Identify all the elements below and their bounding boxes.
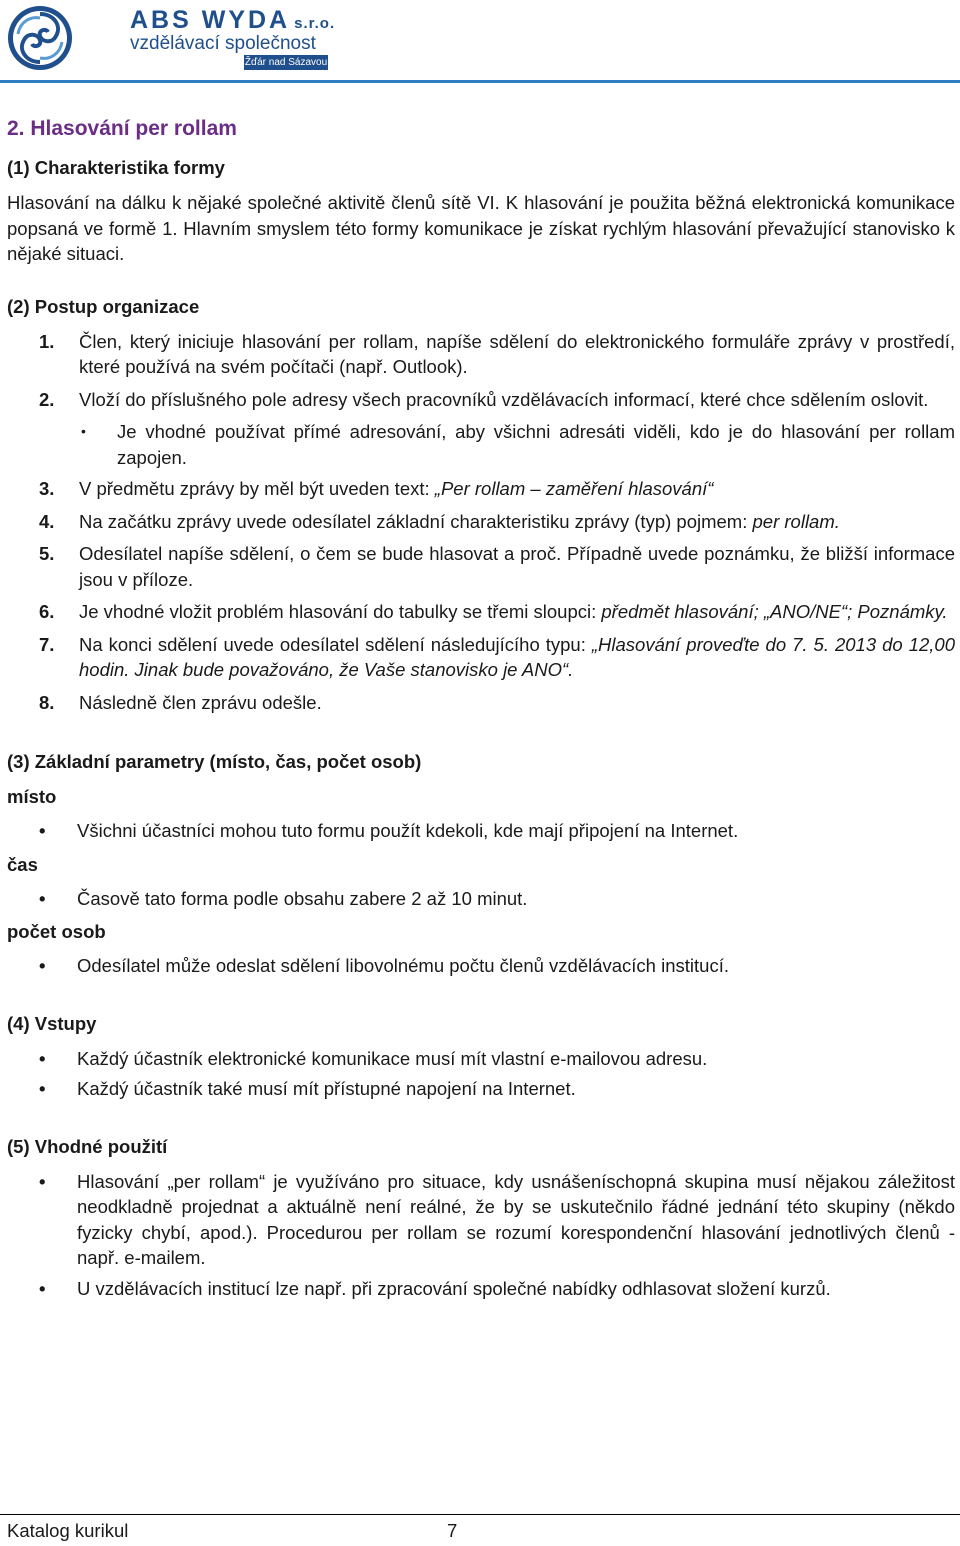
section-heading-5: (5) Vhodné použití (7, 1135, 168, 1157)
footer-title: Katalog kurikul (7, 1520, 129, 1541)
page-number: 7 (447, 1520, 458, 1541)
list-item: 8. Následně člen zprávu odešle. (39, 691, 322, 713)
bullet-icon: • (39, 1277, 46, 1299)
bullet-icon: • (39, 820, 46, 841)
list-item: 4. Na začátku zprávy uvede odesílatel základní charakteristiku zprávy (typ) pojmem: per rollam. (39, 510, 840, 532)
list-item: • Všichni účastníci mohou tuto formu použít kdekoli, kde mají připojení na Internet. (7, 818, 955, 844)
list-item: • U vzdělávacích institucí lze např. při zpracování společné nabídky odhlasovat složení kurzů. (7, 1276, 955, 1302)
brand-suffix: s.r.o. (294, 15, 336, 32)
page-header (0, 0, 960, 86)
list-item: • Odesílatel může odeslat sdělení libovolnému počtu členů vzdělávacích institucí. (7, 953, 955, 979)
section-heading-4: (4) Vstupy (7, 1012, 97, 1034)
sub-list-item: • Je vhodné používat přímé adresování, aby všichni adresáti viděli, kdo je do hlasování per rollam zapojen. (81, 421, 955, 468)
list-item: 1. Člen, který iniciuje hlasování per rollam, napíše sdělení do elektronického formuláře zprávy v prostředí, které používá na svém počítači (např. Outlook). (39, 330, 955, 377)
list-item: • Každý účastník elektronické komunikace musí mít vlastní e-mailovou adresu. (7, 1046, 955, 1072)
document-body (7, 116, 955, 1306)
section-heading-2: (2) Postup organizace (7, 295, 200, 317)
brand-block (130, 6, 335, 55)
list-item: • Hlasování „per rollam“ je využíváno pro situace, kdy usnášeníschopná skupina musí nějakou záležitost neodkladně projednat a aktuálně není reálné, že by se uskutečnilo řádné jednání této skupiny (někdo fyzicky chybí, apod.). Procedurou per rollam se rozumí korespondenční hlasování jednotlivých členů - např. e-mailem. (39, 1170, 955, 1268)
list-item: 3. V předmětu zprávy by měl být uveden text: „Per rollam – zaměření hlasování“ (39, 478, 714, 499)
list-item: 6. Je vhodné vložit problém hlasování do tabulky se třemi sloupci: předmět hlasování; „ANO/NE“; Poznámky. (39, 601, 948, 622)
list-item: • Časově tato forma podle obsahu zabere 2 až 10 minut. (7, 886, 955, 912)
bullet-icon: • (39, 955, 46, 976)
section-heading-1: (1) Charakteristika formy (7, 157, 225, 178)
inputs-list (7, 1046, 955, 1102)
brand-location: Žďár nad Sázavou (244, 57, 328, 68)
brand-tagline: vzdělávací společnost (130, 33, 316, 54)
list-item: • Každý účastník také musí mít přístupné napojení na Internet. (7, 1076, 955, 1102)
header-divider (0, 80, 960, 83)
bullet-icon: • (39, 1047, 46, 1069)
param-label-time: čas (7, 853, 38, 875)
bullet-icon: • (39, 1170, 46, 1192)
bullet-icon: • (81, 423, 86, 439)
section-heading-3: (3) Základní parametry (místo, čas, počet osob) (7, 751, 422, 772)
brand-name: ABS WYDA s.r.o. (130, 6, 336, 34)
list-item: 7. Na konci sdělení uvede odesílatel sdělení následujícího typu: „Hlasování proveďte do 7. 5. 2013 do 12,00 hodin. Jinak bude považováno, že Vaše stanovisko je ANO“. (39, 633, 955, 680)
param-label-place: místo (7, 786, 57, 807)
param-label-people: počet osob (7, 921, 106, 942)
bullet-icon: • (39, 887, 46, 909)
bullet-icon: • (39, 1078, 46, 1099)
company-logo-icon (6, 4, 74, 72)
usage-list (7, 1169, 955, 1302)
page-title: 2. Hlasování per rollam (7, 117, 237, 140)
list-item: 2. Vloží do příslušného pole adresy všech pracovníků vzdělávacích informací, které chce sdělením oslovit. (39, 388, 929, 410)
section-1-text: Hlasování na dálku k nějaké společné aktivitě členů sítě VI. K hlasování je použita běžná elektronická komunikace popsaná ve formě 1. Hlavním smyslem této formy komunikace je získat rychlým hlasování převažující stanovisko k nějaké situaci. (7, 192, 955, 264)
list-item: 5. Odesílatel napíše sdělení, o čem se bude hlasovat a proč. Případně uvede poznámku, že bližší informace jsou v příloze. (39, 543, 955, 590)
footer-divider (0, 1514, 960, 1515)
procedure-list (7, 329, 955, 716)
